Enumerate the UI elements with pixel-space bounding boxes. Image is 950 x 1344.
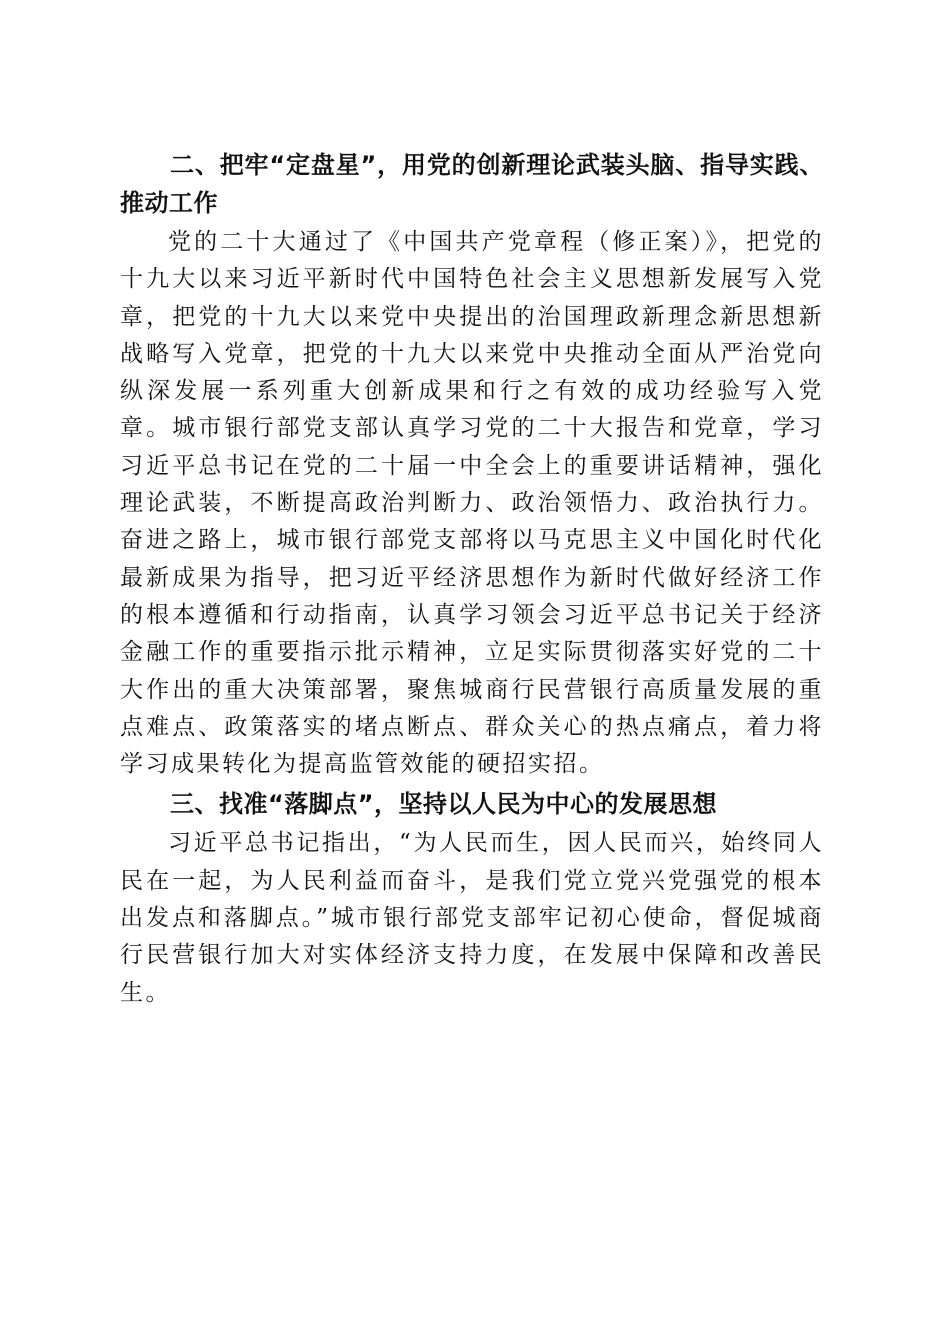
section-3-heading: 三、找准“落脚点”，坚持以人民为中心的发展思想 xyxy=(170,790,718,819)
section-3-paragraph: 习近平总书记指出，“为人民而生，因人民而兴，始终同人民在一起，为人民利益而奋斗，是我们党立党兴党强党的根本出发点和落脚点。”城市银行部党支部牢记初心使命，督促城商行民营银行加大对实体经济支持力度，在发展中保障和改善民生。 xyxy=(120,830,824,1006)
document-page xyxy=(120,146,824,1012)
section-2-paragraph: 党的二十大通过了《中国共产党章程（修正案）》，把党的十九大以来习近平新时代中国特色社会主义思想新发展写入党章，把党的十九大以来党中央提出的治国理政新理念新思想新战略写入党章，把党的十九大以来党中央推动全面从严治党向纵深发展一系列重大创新成果和行之有效的成功经验写入党章。城市银行部党支部认真学习党的二十大报告和党章，学习习近平总书记在党的二十届一中全会上的重要讲话精神，强化理论武装，不断提高政治判断力、政治领悟力、政治执行力。奋进之路上，城市银行部党支部将以马克思主义中国化时代化最新成果为指导，把习近平经济思想作为新时代做好经济工作的根本遵循和行动指南，认真学习领会习近平总书记关于经济金融工作的重要指示批示精神，立足实际贯彻落实好党的二十大作出的重大决策部署，聚焦城商行民营银行高质量发展的重点难点、政策落实的堵点断点、群众关心的热点痛点，着力将学习成果转化为提高监管效能的硬招实招。 xyxy=(120,229,824,778)
section-2-heading: 二、把牢“定盘星”，用党的创新理论武装头脑、指导实践、推动工作 xyxy=(120,151,824,217)
